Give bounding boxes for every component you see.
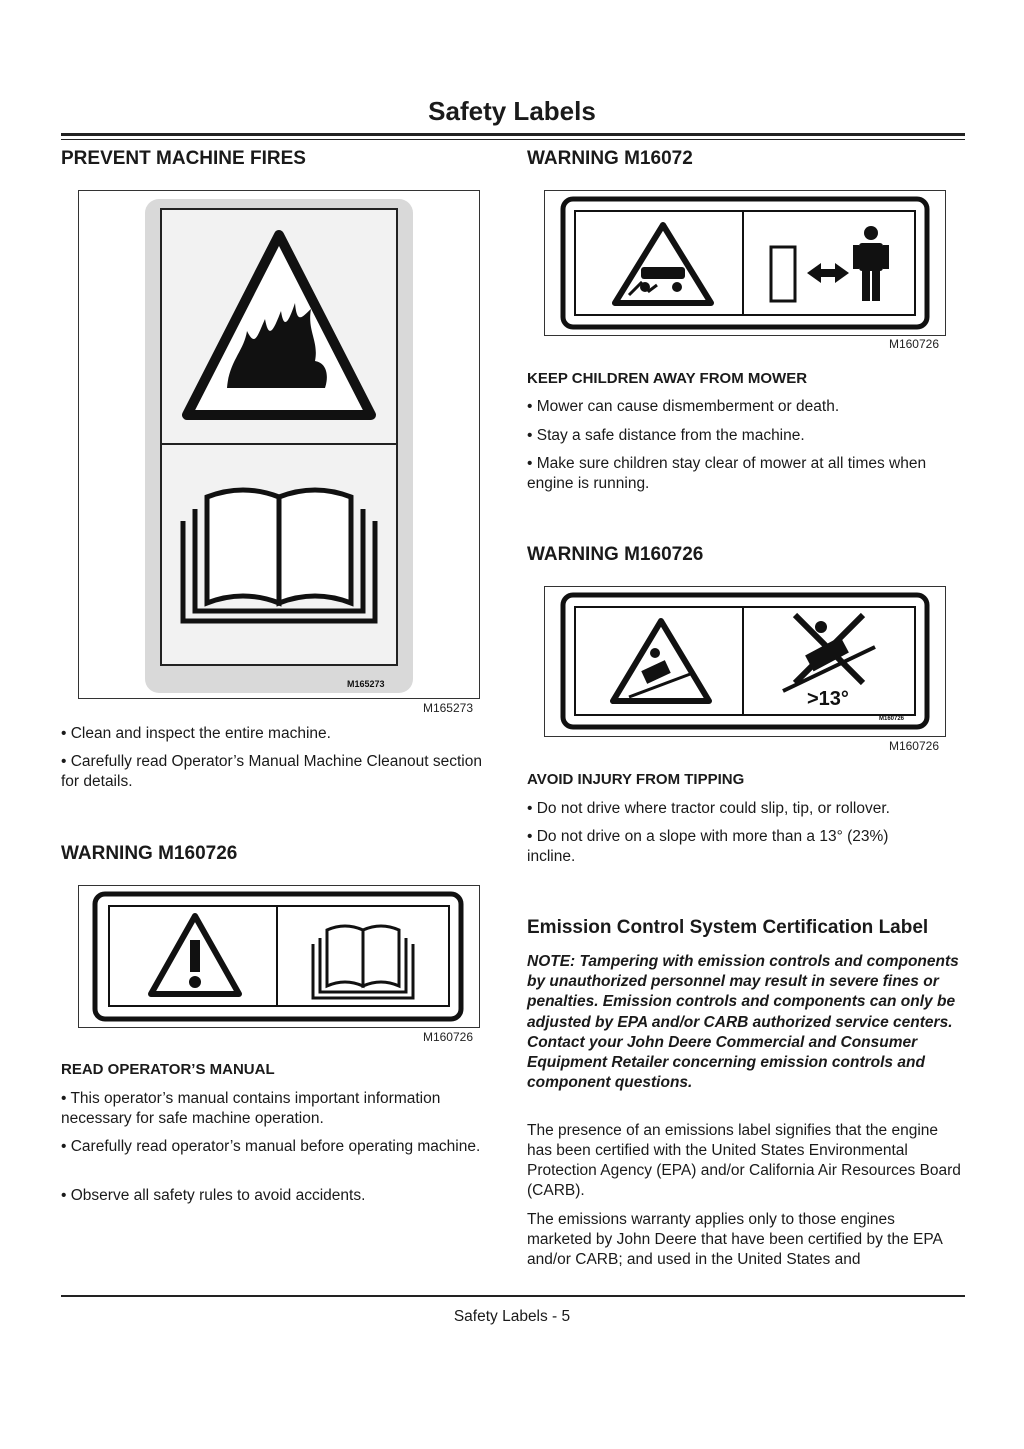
- manual-warning-heading: WARNING M160726: [61, 843, 238, 864]
- fire-label-code: M165273: [347, 679, 385, 689]
- fires-bullet-2: • Carefully read Operator’s Manual Machine Cleanout section for details.: [61, 753, 482, 790]
- tipping-bullet-1: • Do not drive where tractor could slip, tip, or rollover.: [527, 800, 890, 817]
- emission-heading: Emission Control System Certification Label: [527, 917, 929, 938]
- manual-label-graphic: [79, 886, 479, 1027]
- tipping-warning-heading: WARNING M160726: [527, 544, 704, 565]
- fire-label-figure: [78, 190, 480, 699]
- manual-label-figure: [78, 885, 480, 1028]
- slope-limit-text: >13°: [807, 688, 849, 710]
- children-label-caption: M160726: [888, 337, 939, 351]
- tipping-label-figure: [544, 586, 946, 737]
- operator-manual-icon: [183, 490, 375, 621]
- emission-paragraph-2: The emissions warranty applies only to those engines marketed by John Deere that have been certified by the EPA and/or CARB; and used in the United States and: [527, 1211, 943, 1268]
- emission-paragraph-1: The presence of an emissions label signifies that the engine has been certified with the United States Environmental Protection Agency (EPA) and/or California Air Resources Board (CARB).: [527, 1122, 961, 1199]
- tipping-bullet-2: • Do not drive on a slope with more than a 13° (23%) incline.: [527, 828, 889, 865]
- page-footer: Safety Labels - 5: [453, 1308, 571, 1325]
- tipping-label-caption: M160726: [888, 739, 939, 753]
- fires-heading: PREVENT MACHINE FIRES: [61, 148, 306, 169]
- footer-rule: [61, 1295, 965, 1297]
- emission-note: NOTE: Tampering with emission controls and components by unauthorized personnel may result in severe fines or penalties. Emission controls and components can only be adjusted by EPA and/or CARB authorized service centers. Contact your John Deere Commercial and Consumer Equipment Retailer concerning emission controls and component questions.: [527, 953, 959, 1092]
- children-bullet-2: • Stay a safe distance from the machine.: [527, 427, 805, 444]
- children-bullet-3: • Make sure children stay clear of mower at all times when engine is running.: [527, 455, 927, 492]
- tipping-subheading: AVOID INJURY FROM TIPPING: [527, 771, 745, 788]
- fire-label-graphic: [79, 191, 479, 698]
- fires-bullet-1: • Clean and inspect the entire machine.: [61, 725, 331, 742]
- title-rule: [61, 133, 965, 136]
- children-warning-heading: WARNING M16072: [527, 148, 693, 169]
- children-bullet-1: • Mower can cause dismemberment or death.: [527, 398, 840, 415]
- tipping-label-graphic: [545, 587, 945, 736]
- fire-label-caption: M165273: [422, 701, 473, 715]
- manual-bullet-3: • Observe all safety rules to avoid accidents.: [61, 1187, 366, 1204]
- children-subheading: KEEP CHILDREN AWAY FROM MOWER: [527, 370, 808, 387]
- tipping-label-code: M160726: [879, 716, 905, 722]
- manual-bullet-2: • Carefully read operator’s manual before operating machine.: [61, 1138, 481, 1155]
- page-title: Safety Labels: [428, 96, 596, 126]
- title-rule-thin: [61, 139, 965, 140]
- manual-subheading: READ OPERATOR’S MANUAL: [61, 1061, 275, 1078]
- manual-label-caption: M160726: [422, 1030, 473, 1044]
- children-label-graphic: [545, 191, 945, 335]
- manual-bullet-1: • This operator’s manual contains important information necessary for safe machine operation.: [61, 1090, 441, 1127]
- children-label-figure: [544, 190, 946, 336]
